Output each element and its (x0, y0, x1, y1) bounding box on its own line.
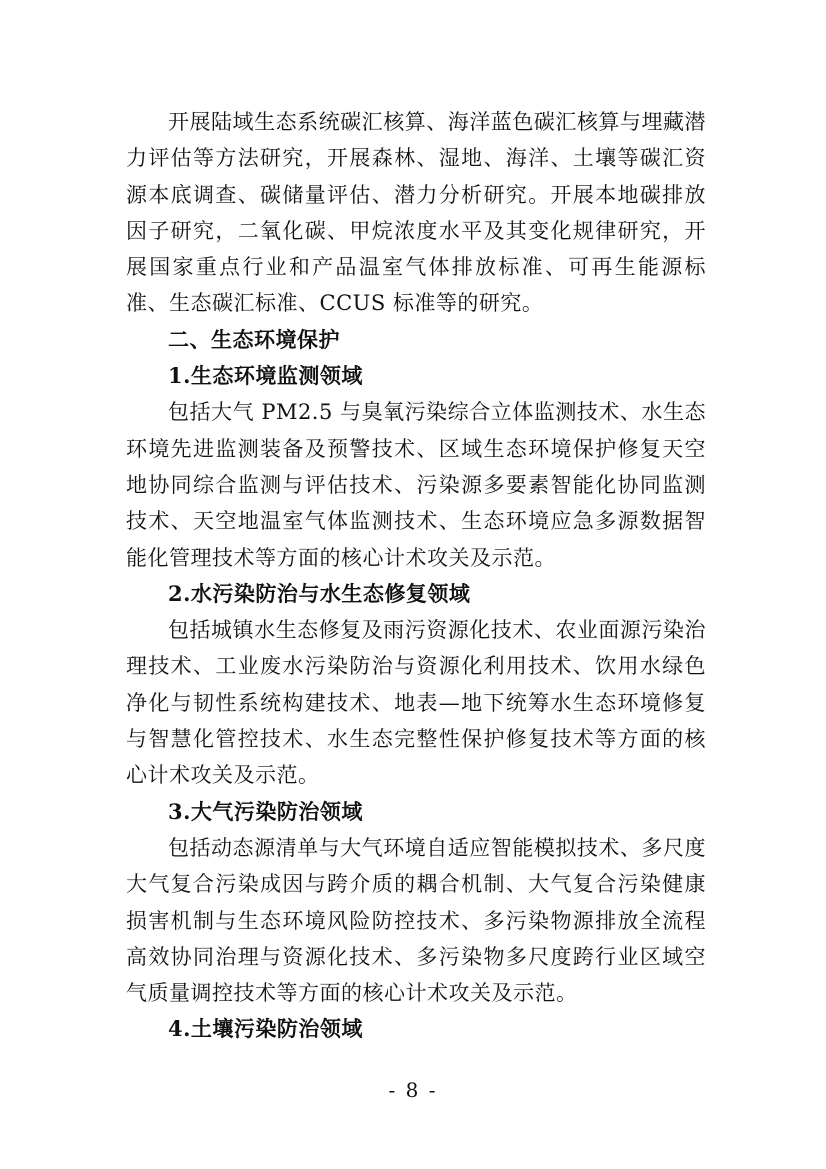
section-heading-eco-protection: 二、生态环境保护 (168, 327, 340, 352)
page-number: - 8 - (388, 1078, 438, 1102)
paragraph-carbon-sink-research: 开展陆域生态系统碳汇核算、海洋蓝色碳汇核算与埋藏潜力评估等方法研究，开展森林、湿地、海洋、土壤等碳汇资源本底调查、碳储量评估、潜力分析研究。开展本地碳排放因子研究，二氧化碳、甲烷浓度水平及其变化规律研究，开展国家重点行业和产品温室气体排放标准、可再生能源标准、生态碳汇标准、CCUS 标准等的研究。 (126, 110, 706, 316)
paragraph-eco-monitoring: 包括大气 PM2.5 与臭氧污染综合立体监测技术、水生态环境先进监测装备及预警技术、区域生态环境保护修复天空地协同综合监测与评估技术、污染源多要素智能化协同监测技术、天空地温室气体监测技术、生态环境应急多源数据智能化管理技术等方面的核心计术攻关及示范。 (126, 400, 706, 570)
subheading-eco-monitoring: 1.生态环境监测领域 (168, 363, 363, 389)
subheading-soil-pollution: 4.土壤污染防治领域 (168, 1016, 363, 1042)
subheading-air-pollution: 3.大气污染防治领域 (168, 798, 363, 824)
subheading-water-pollution: 2.水污染防治与水生态修复领域 (168, 580, 471, 606)
paragraph-water-pollution: 包括城镇水生态修复及雨污资源化技术、农业面源污染治理技术、工业废水污染防治与资源化利用技术、饮用水绿色净化与韧性系统构建技术、地表—地下统筹水生态环境修复与智慧化管控技术、水生态完整性保护修复技术等方面的核心计术攻关及示范。 (126, 618, 706, 788)
paragraph-air-pollution: 包括动态源清单与大气环境自适应智能模拟技术、多尺度大气复合污染成因与跨介质的耦合机制、大气复合污染健康损害机制与生态环境风险防控技术、多污染物源排放全流程高效协同治理与资源化技术、多污染物多尺度跨行业区域空气质量调控技术等方面的核心计术攻关及示范。 (126, 835, 706, 1006)
document-body (126, 104, 706, 1048)
